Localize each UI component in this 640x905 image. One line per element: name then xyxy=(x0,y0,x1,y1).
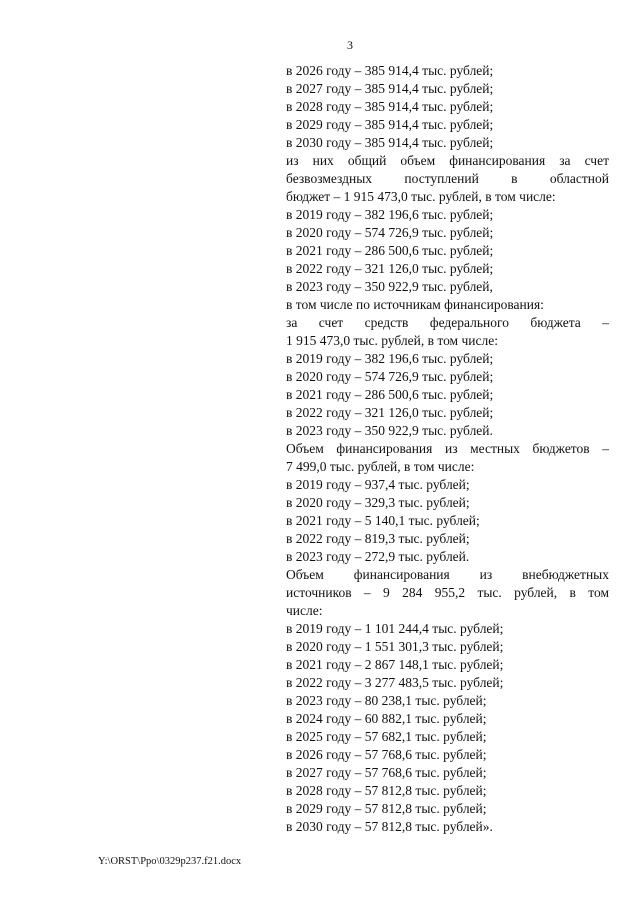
line-17: в 2019 году – 382 196,6 тыс. рублей; xyxy=(286,351,494,366)
line-11: в 2021 году – 286 500,6 тыс. рублей; xyxy=(286,243,494,258)
line-3: в 2028 году – 385 914,4 тыс. рублей; xyxy=(286,99,494,114)
line-41: в 2028 году – 57 812,8 тыс. рублей; xyxy=(286,783,487,798)
line-19: в 2021 году – 286 500,6 тыс. рублей; xyxy=(286,387,494,402)
line-43: в 2030 году – 57 812,8 тыс. рублей». xyxy=(286,819,493,834)
line-2: в 2027 году – 385 914,4 тыс. рублей; xyxy=(286,81,494,96)
document-file-path: Y:\ORST\Ppo\0329p237.f21.docx xyxy=(98,856,242,867)
line-31: числе: xyxy=(286,603,323,618)
line-25: в 2020 году – 329,3 тыс. рублей; xyxy=(286,495,470,510)
line-40: в 2027 году – 57 768,6 тыс. рублей; xyxy=(286,765,487,780)
line-5: в 2030 году – 385 914,4 тыс. рублей; xyxy=(286,135,494,150)
line-1: в 2026 году – 385 914,4 тыс. рублей; xyxy=(286,63,494,78)
line-34: в 2021 году – 2 867 148,1 тыс. рублей; xyxy=(286,657,504,672)
line-12: в 2022 году – 321 126,0 тыс. рублей; xyxy=(286,261,494,276)
line-7: безвозмездных поступлений в областной xyxy=(286,171,609,186)
line-37: в 2024 году – 60 882,1 тыс. рублей; xyxy=(286,711,487,726)
line-39: в 2026 году – 57 768,6 тыс. рублей; xyxy=(286,747,487,762)
line-28: в 2023 году – 272,9 тыс. рублей. xyxy=(286,549,470,564)
line-18: в 2020 году – 574 726,9 тыс. рублей; xyxy=(286,369,494,384)
document-body xyxy=(286,62,609,836)
line-8: бюджет – 1 915 473,0 тыс. рублей, в том числе: xyxy=(286,189,556,204)
line-26: в 2021 году – 5 140,1 тыс. рублей; xyxy=(286,513,480,528)
line-14: в том числе по источникам финансирования: xyxy=(286,297,544,312)
line-15: за счет средств федерального бюджета – xyxy=(286,315,609,330)
line-24: в 2019 году – 937,4 тыс. рублей; xyxy=(286,477,470,492)
line-10: в 2020 году – 574 726,9 тыс. рублей; xyxy=(286,225,494,240)
line-21: в 2023 году – 350 922,9 тыс. рублей. xyxy=(286,423,493,438)
page-number: 3 xyxy=(347,38,353,52)
line-29: Объем финансирования из внебюджетных xyxy=(286,567,609,582)
line-9: в 2019 году – 382 196,6 тыс. рублей; xyxy=(286,207,494,222)
line-36: в 2023 году – 80 238,1 тыс. рублей; xyxy=(286,693,487,708)
line-4: в 2029 году – 385 914,4 тыс. рублей; xyxy=(286,117,494,132)
line-33: в 2020 году – 1 551 301,3 тыс. рублей; xyxy=(286,639,504,654)
line-13: в 2023 году – 350 922,9 тыс. рублей, xyxy=(286,279,493,294)
line-38: в 2025 году – 57 682,1 тыс. рублей; xyxy=(286,729,487,744)
line-30: источников – 9 284 955,2 тыс. рублей, в том xyxy=(286,585,609,600)
line-35: в 2022 году – 3 277 483,5 тыс. рублей; xyxy=(286,675,504,690)
line-22: Объем финансирования из местных бюджетов – xyxy=(286,441,609,456)
line-27: в 2022 году – 819,3 тыс. рублей; xyxy=(286,531,470,546)
line-42: в 2029 году – 57 812,8 тыс. рублей; xyxy=(286,801,487,816)
line-6: из них общий объем финансирования за счет xyxy=(286,153,609,168)
line-23: 7 499,0 тыс. рублей, в том числе: xyxy=(286,459,475,474)
line-16: 1 915 473,0 тыс. рублей, в том числе: xyxy=(286,333,498,348)
line-32: в 2019 году – 1 101 244,4 тыс. рублей; xyxy=(286,621,504,636)
line-20: в 2022 году – 321 126,0 тыс. рублей; xyxy=(286,405,494,420)
